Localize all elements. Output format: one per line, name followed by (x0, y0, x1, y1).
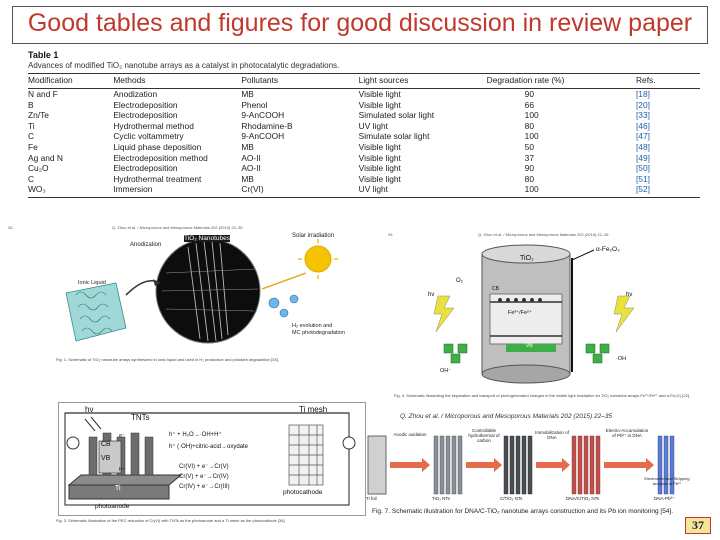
table-cell[interactable]: [33] (635, 110, 650, 121)
figure-3-caption: Fig. 3. Schematic illustration of the PEC reduction of Cr(VI) with TNTs as the photoanode and a Ti mesh as the photocathode [34]. (56, 518, 286, 523)
table-cell: Fe (28, 141, 38, 152)
label-vb: VB (526, 343, 533, 349)
table-row (28, 121, 700, 132)
table-cell[interactable]: [20] (635, 99, 650, 110)
table-cell: Electrodeposition (113, 163, 178, 174)
label-tnts: TNTs (131, 413, 150, 422)
table-cell: Visible light (358, 99, 401, 110)
table-cell: 100 (524, 110, 539, 121)
slide-number-badge: 37 (685, 517, 711, 534)
table-cell: Cr(VI) (241, 184, 264, 195)
table-cell: Cu₂O (28, 163, 49, 174)
table-row (28, 163, 700, 174)
label-solar: Solar irradiation (292, 233, 335, 239)
step-2: Controllable hydrothermal of carbon (468, 428, 500, 443)
table-cell: Visible light (358, 163, 401, 174)
step-1: Anodic oxidation (393, 432, 427, 437)
figure-7-caption: Fig. 7. Schematic illustration for DNA/C-TiO₂ nanotube arrays construction and its Pb ion monitoring [54]. (372, 508, 674, 515)
table-cell: 100 (524, 184, 539, 195)
table-cell[interactable]: [49] (635, 152, 650, 163)
stage-label: DNA-Pb²⁺ (654, 496, 675, 501)
table-cell: Liquid phase deposition (113, 141, 202, 152)
sun-icon (305, 246, 331, 272)
table-cell: N and F (28, 89, 58, 99)
table-cell: Simulated solar light (358, 110, 435, 121)
label-h2: H₂ evolution and (292, 323, 333, 329)
table-bottom-rule (28, 197, 700, 198)
table-cell: 90 (524, 163, 534, 174)
light-ray-icon (85, 417, 101, 431)
label-ohr: ·OH (616, 356, 627, 362)
table-cell: 90 (524, 89, 534, 99)
reaction-2: h⁺ (·OH)+citric-acid→oxydate (169, 444, 249, 450)
label-o2: O₂ (456, 278, 463, 284)
figure-7 (366, 424, 692, 504)
table-cell: UV light (358, 120, 388, 131)
lightning-icon (614, 296, 634, 332)
page-number: 26 (388, 232, 393, 237)
table-cell: 80 (524, 120, 534, 131)
figure-1-caption: Fig. 1. Schematic of TiO₂ nanotube arrays synthesized in ionic liquid and used in H₂ production and pollutant degradation [33]. (56, 357, 279, 362)
reaction-5: Cr(IV) + e⁻→Cr(III) (179, 484, 230, 490)
table-cell: AO-II (241, 152, 261, 163)
table-1 (28, 50, 700, 198)
label-hv-right: hν (626, 292, 633, 298)
nanotube-bundle-icon (66, 283, 126, 341)
table-row (28, 110, 700, 121)
table-cell: Visible light (358, 141, 401, 152)
col-header: Methods (113, 74, 241, 89)
label-ti-mesh: Ti mesh (299, 405, 328, 414)
table-cell[interactable]: [51] (635, 173, 650, 184)
table-cell: Hydrothermal treatment (113, 173, 202, 184)
journal-header: Q. Zhou et al. / Microporous and Mesoporous Materials 202 (2015) 22–35 (400, 413, 613, 420)
table-cell: Phenol (241, 99, 268, 110)
figure-1 (56, 233, 356, 353)
table-cell: Hydrothermal method (113, 120, 194, 131)
step-3: Immobilization of DNA (535, 430, 569, 440)
ti-foil-icon (368, 436, 386, 494)
stage-label: Ti foil (366, 496, 377, 501)
table-row (28, 174, 700, 185)
table-cell: C (28, 173, 35, 184)
table-cell: Immersion (113, 184, 153, 195)
col-header: Refs. (636, 74, 700, 89)
ammeter-icon (67, 437, 79, 449)
figure-4-caption: Fig. 4. Schematic illustrating the separation and transport of photogenerated charges in the visible light irradiation for TiO₂ nanotube arrays-Fe³⁺/Fe²⁺ and α-Fe₂O₃ [22]. (394, 393, 691, 398)
label-photocathode: photocathode (283, 489, 323, 496)
table-cell: 80 (524, 173, 534, 184)
title-frame (12, 6, 708, 44)
stage-label: TiO₂ NTs (432, 496, 450, 501)
table-cell[interactable]: [47] (635, 131, 650, 142)
table-cell[interactable]: [52] (635, 184, 650, 195)
table-cell[interactable]: [48] (635, 141, 650, 152)
label-fe2o3: α-Fe₂O₃ (596, 246, 620, 253)
table-cell: B (28, 99, 34, 110)
table-cell: MB (241, 173, 254, 184)
table-cell: UV light (358, 184, 388, 195)
table-cell: Visible light (358, 152, 401, 163)
table-cell: 66 (524, 99, 534, 110)
col-header: Degradation rate (%) (487, 74, 636, 89)
label-mc: MC photodegradation (292, 330, 345, 336)
table-cell: MB (241, 89, 254, 99)
figure-3 (58, 402, 366, 516)
table-cell: Electrodeposition method (113, 152, 208, 163)
journal-header: Q. Zhou et al. / Microporous and Mesoporous Materials 202 (2015) 22–35 (478, 232, 609, 237)
table-caption: Advances of modified TiO₂ nanotube arrays as a catalyst in photocatalytic degradations. (28, 61, 340, 70)
table-header-row (28, 74, 700, 89)
table-label: Table 1 (28, 50, 59, 60)
label-anodization: Anodization (130, 242, 162, 248)
voltmeter-icon (343, 437, 355, 449)
table-row (28, 131, 700, 142)
page-number: 26 (8, 225, 13, 230)
table-cell: Electrodeposition (113, 99, 178, 110)
table-cell: Ag and N (28, 152, 63, 163)
table-cell: AO-II (241, 163, 261, 174)
col-header: Modification (28, 74, 113, 89)
col-header: Light sources (359, 74, 487, 89)
h2-bubbles-icon (269, 295, 298, 317)
table-cell: Zn/Te (28, 110, 49, 121)
journal-header: Q. Zhou et al. / Microporous and Mesoporous Materials 202 (2015) 22–35 (112, 225, 243, 230)
label-ionic-liquid: Ionic Liquid (78, 280, 106, 286)
col-header: Pollutants (241, 74, 358, 89)
label-fe: Fe³⁺/Fe²⁺ (508, 310, 532, 316)
table-cell: Electrodeposition (113, 110, 178, 121)
slide-title: Good tables and figures for good discussion in review paper (27, 9, 693, 37)
lightning-icon (434, 296, 454, 332)
label-hv: hν (85, 405, 94, 414)
figure-4 (420, 240, 660, 388)
step-5: Electrochemical Stripping Analysis of Pb²⁺ (644, 476, 690, 486)
table-cell[interactable]: [18] (635, 89, 650, 99)
degradation-table (28, 73, 700, 195)
table-cell: 9-AnCOOH (241, 110, 285, 121)
table-row (28, 100, 700, 111)
label-tio2: TiO₂ (520, 255, 534, 262)
table-cell: Cyclic voltammetry (113, 131, 184, 142)
step-4: Electro-Accumulation of Pb²⁺ in DNA (605, 428, 649, 438)
table-cell: 37 (524, 152, 534, 163)
label-vb: VB (101, 455, 111, 462)
stage-label: DNA/C/TiO₂ NTs (566, 496, 600, 501)
table-cell: Ti (28, 120, 35, 131)
table-row (28, 184, 700, 195)
table-row (28, 153, 700, 164)
table-cell[interactable]: [50] (635, 163, 650, 174)
table-cell: 50 (524, 141, 534, 152)
table-cell: 100 (524, 131, 539, 142)
table-cell: Rhodamine-B (241, 120, 293, 131)
table-cell: MB (241, 141, 254, 152)
table-cell: Visible light (358, 89, 401, 99)
table-row (28, 89, 700, 100)
table-cell[interactable]: [46] (635, 120, 650, 131)
reaction-3: Cr(VI) + e⁻→Cr(V) (179, 464, 229, 470)
reaction-4: Cr(V) + e⁻→Cr(IV) (179, 474, 229, 480)
table-row (28, 142, 700, 153)
label-electron: e⁻ (119, 433, 125, 439)
label-cb: CB (492, 286, 499, 292)
label-hole: h⁺ (119, 467, 125, 473)
table-cell: C (28, 131, 35, 142)
label-hv-left: hν (428, 292, 435, 298)
stage-label: C/TiO₂ NTs (500, 496, 523, 501)
ti-mesh-icon (289, 425, 323, 485)
table-cell: Visible light (358, 173, 401, 184)
label-nanotubes: TiO₂ Nanotubes (184, 235, 230, 242)
table-cell: WO₃ (28, 184, 46, 195)
label-ti: Ti (115, 485, 121, 492)
label-photoanode: photoanode (95, 503, 130, 510)
label-oh: OH⁻ (440, 368, 452, 374)
label-cb: CB (101, 441, 111, 448)
table-cell: 9-AnCOOH (241, 131, 285, 142)
table-cell: Simulate solar light (358, 131, 430, 142)
reaction-1: h⁺ + H₂O→·OH+H⁺ (169, 432, 222, 438)
table-cell: Anodization (113, 89, 158, 99)
